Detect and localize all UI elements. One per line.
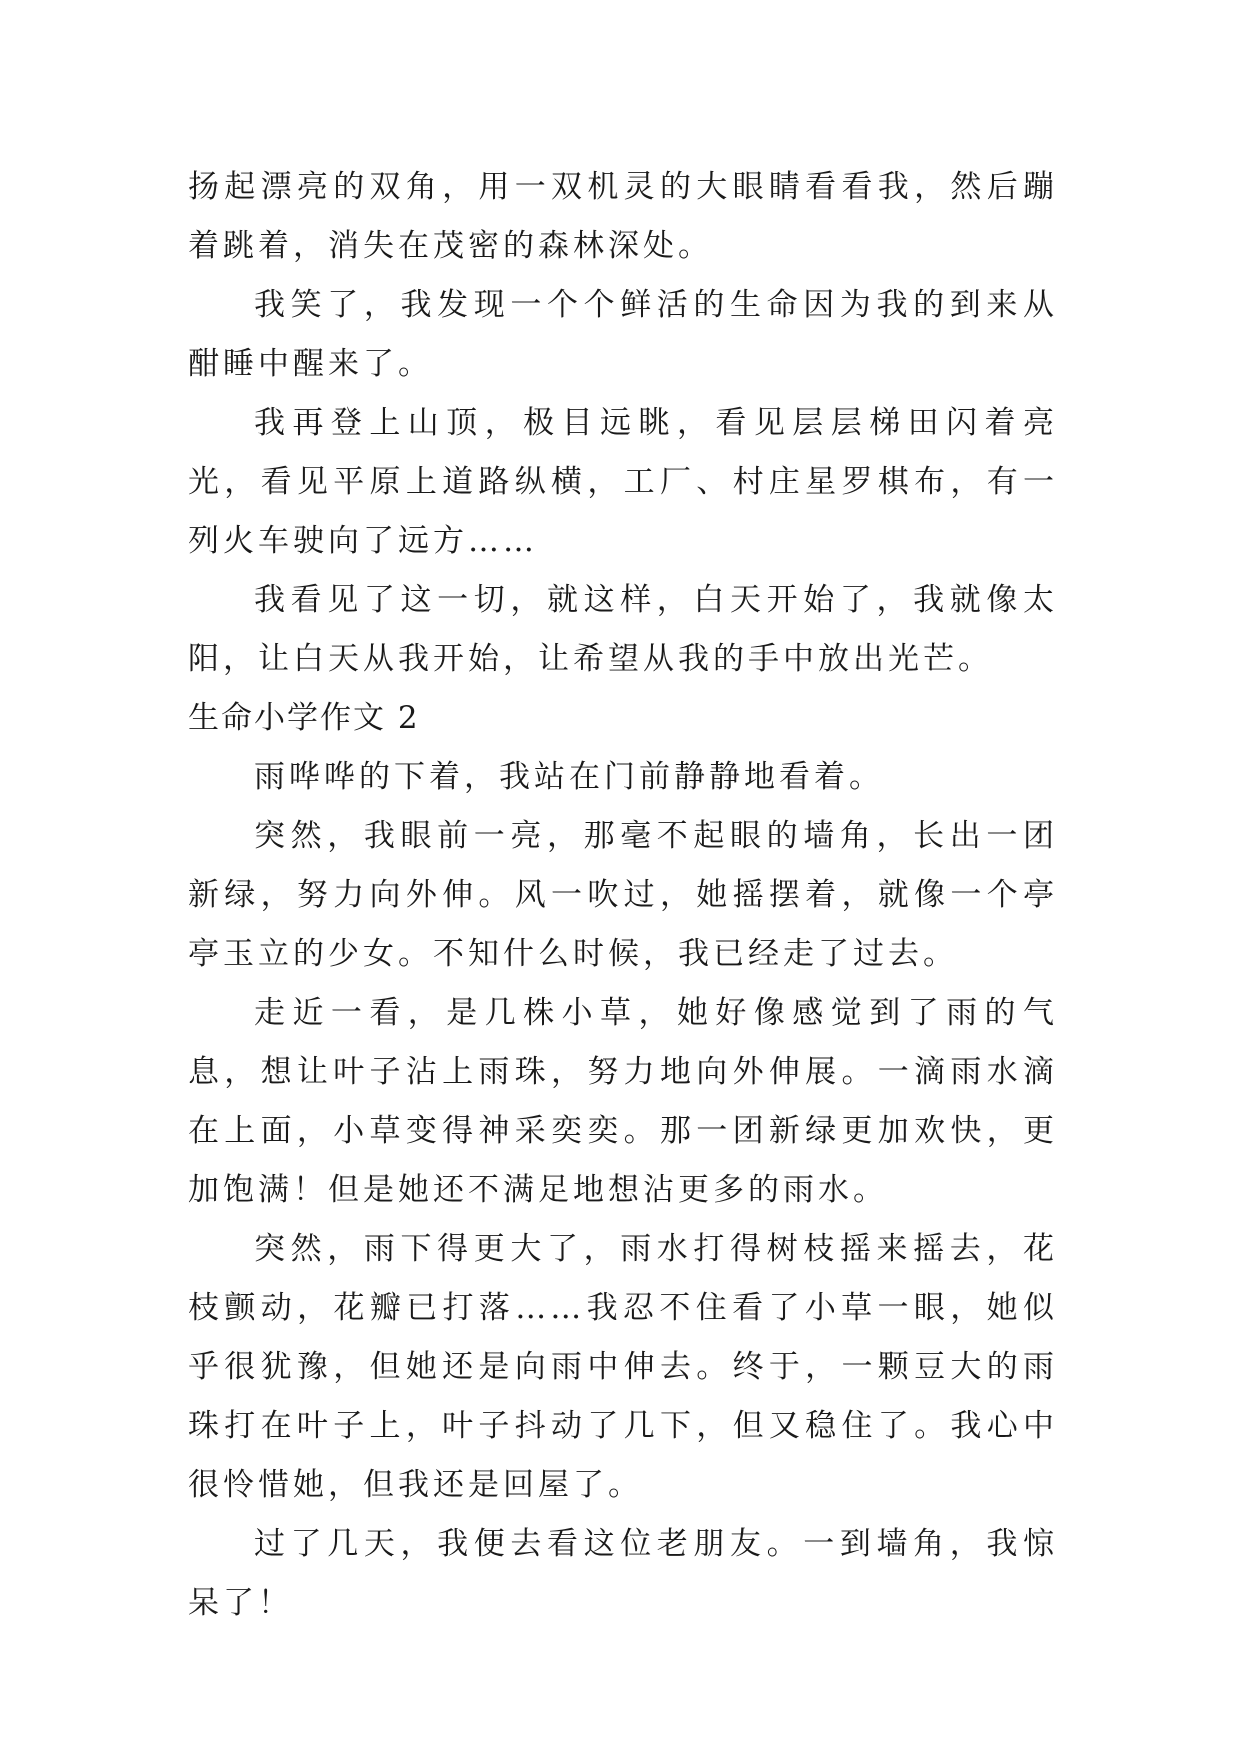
document-page xyxy=(188,158,1058,1633)
paragraph: 过了几天，我便去看这位老朋友。一到墙角，我惊呆了！ xyxy=(188,1526,1058,1621)
paragraph: 雨哗哗的下着，我站在门前静静地看着。 xyxy=(254,759,884,795)
paragraph: 我笑了，我发现一个个鲜活的生命因为我的到来从酣睡中醒来了。 xyxy=(188,287,1058,382)
section-heading: 生命小学作文 2 xyxy=(188,700,420,736)
paragraph: 突然，我眼前一亮，那毫不起眼的墙角，长出一团新绿，努力向外伸。风一吹过，她摇摆着，就像一个亭亭玉立的少女。不知什么时候，我已经走了过去。 xyxy=(188,818,1058,972)
paragraph: 走近一看，是几株小草，她好像感觉到了雨的气息，想让叶子沾上雨珠，努力地向外伸展。一滴雨水滴在上面，小草变得神采奕奕。那一团新绿更加欢快，更加饱满！但是她还不满足地想沾更多的雨水。 xyxy=(188,995,1058,1208)
paragraph-continuation: 扬起漂亮的双角，用一双机灵的大眼睛看看我，然后蹦着跳着，消失在茂密的森林深处。 xyxy=(188,169,1058,264)
paragraph: 突然，雨下得更大了，雨水打得树枝摇来摇去，花枝颤动，花瓣已打落……我忍不住看了小草一眼，她似乎很犹豫，但她还是向雨中伸去。终于，一颗豆大的雨珠打在叶子上，叶子抖动了几下，但又稳住了。我心中很怜惜她，但我还是回屋了。 xyxy=(188,1231,1058,1503)
paragraph: 我再登上山顶，极目远眺，看见层层梯田闪着亮光，看见平原上道路纵横，工厂、村庄星罗棋布，有一列火车驶向了远方…… xyxy=(188,405,1058,559)
paragraph: 我看见了这一切，就这样，白天开始了，我就像太阳，让白天从我开始，让希望从我的手中放出光芒。 xyxy=(188,582,1058,677)
